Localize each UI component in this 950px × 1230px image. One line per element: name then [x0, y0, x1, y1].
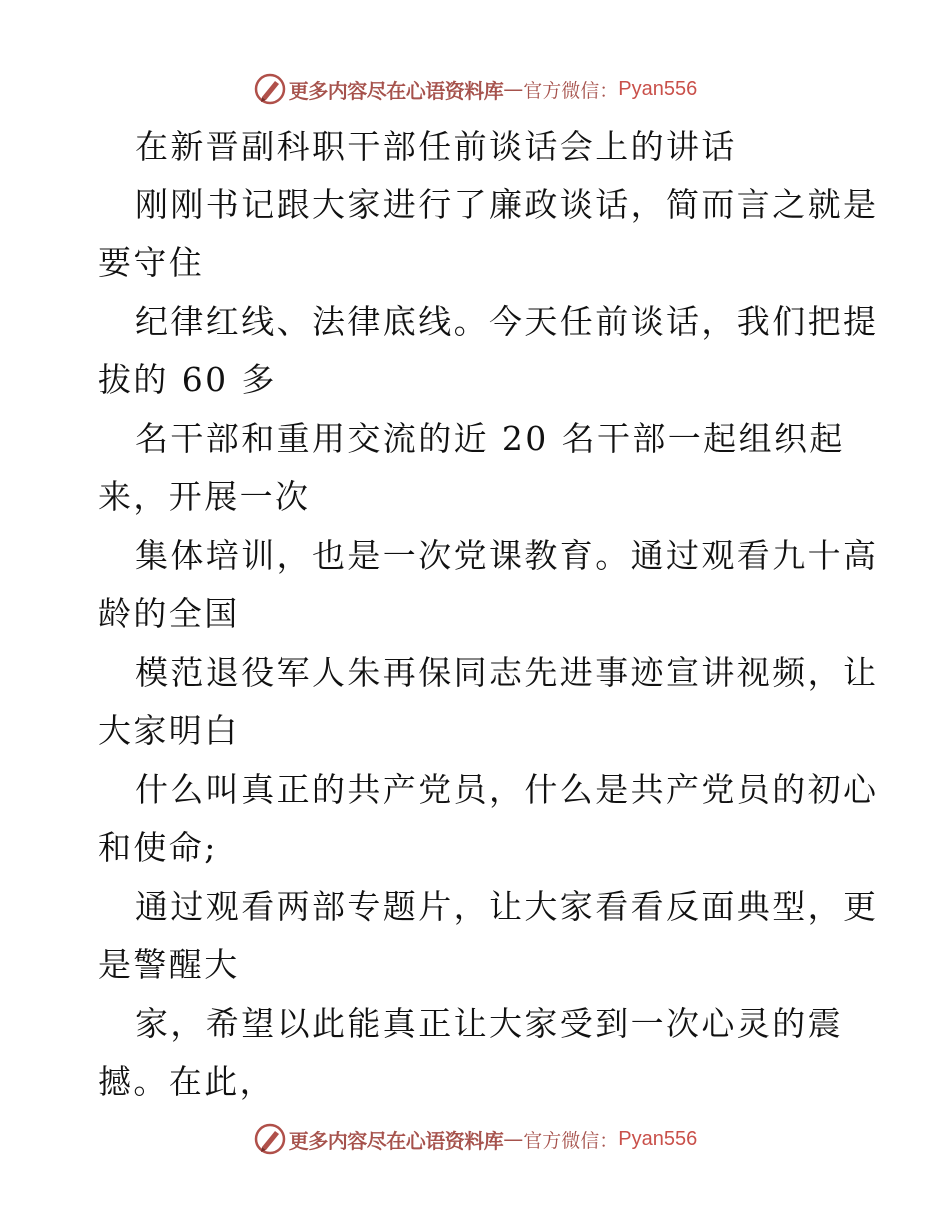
paragraph-line: 来，开展一次 [98, 477, 311, 516]
paragraph-line: 龄的全国 [98, 594, 240, 633]
pen-logo-icon [253, 72, 287, 106]
paragraph-line: 模范退役军人朱再保同志先进事迹宣讲视频，让 [135, 653, 879, 692]
paragraph-line: 集体培训，也是一次党课教育。通过观看九十高 [135, 536, 879, 575]
watermark-text: 更多内容尽在心语资料库 [288, 1128, 504, 1153]
watermark-separator: — [503, 77, 524, 101]
paragraph-line: 拔的 60 多 [98, 360, 277, 399]
document-title: 在新晋副科职干部任前谈话会上的讲话 [135, 127, 737, 166]
paragraph-line: 纪律红线、法律底线。今天任前谈话，我们把提 [135, 302, 879, 341]
paragraph-line: 要守住 [98, 243, 205, 282]
watermark-footer [0, 1122, 950, 1156]
paragraph-line: 什么叫真正的共产党员，什么是共产党员的初心 [135, 770, 879, 809]
watermark-account-id: Pyan556 [618, 77, 698, 100]
paragraph-line: 名干部和重用交流的近 20 名干部一起组织起 [135, 419, 845, 458]
paragraph-line: 刚刚书记跟大家进行了廉政谈话，简而言之就是 [135, 185, 879, 224]
paragraph-line: 家，希望以此能真正让大家受到一次心灵的震 [135, 1004, 843, 1043]
paragraph-line: 撼。在此， [98, 1062, 275, 1101]
watermark-account-label: 官方微信： [523, 1129, 619, 1152]
watermark-text: 更多内容尽在心语资料库 [288, 78, 504, 103]
paragraph-line: 通过观看两部专题片，让大家看看反面典型，更 [135, 887, 879, 926]
paragraph-line: 大家明白 [98, 711, 240, 750]
paragraph-line: 和使命; [98, 828, 218, 867]
watermark-header [0, 72, 950, 106]
pen-logo-icon [253, 1122, 287, 1156]
paragraph-line: 是警醒大 [98, 945, 240, 984]
watermark-separator: — [503, 1127, 524, 1151]
watermark-account-label: 官方微信： [523, 79, 619, 102]
watermark-account-id: Pyan556 [618, 1127, 698, 1150]
